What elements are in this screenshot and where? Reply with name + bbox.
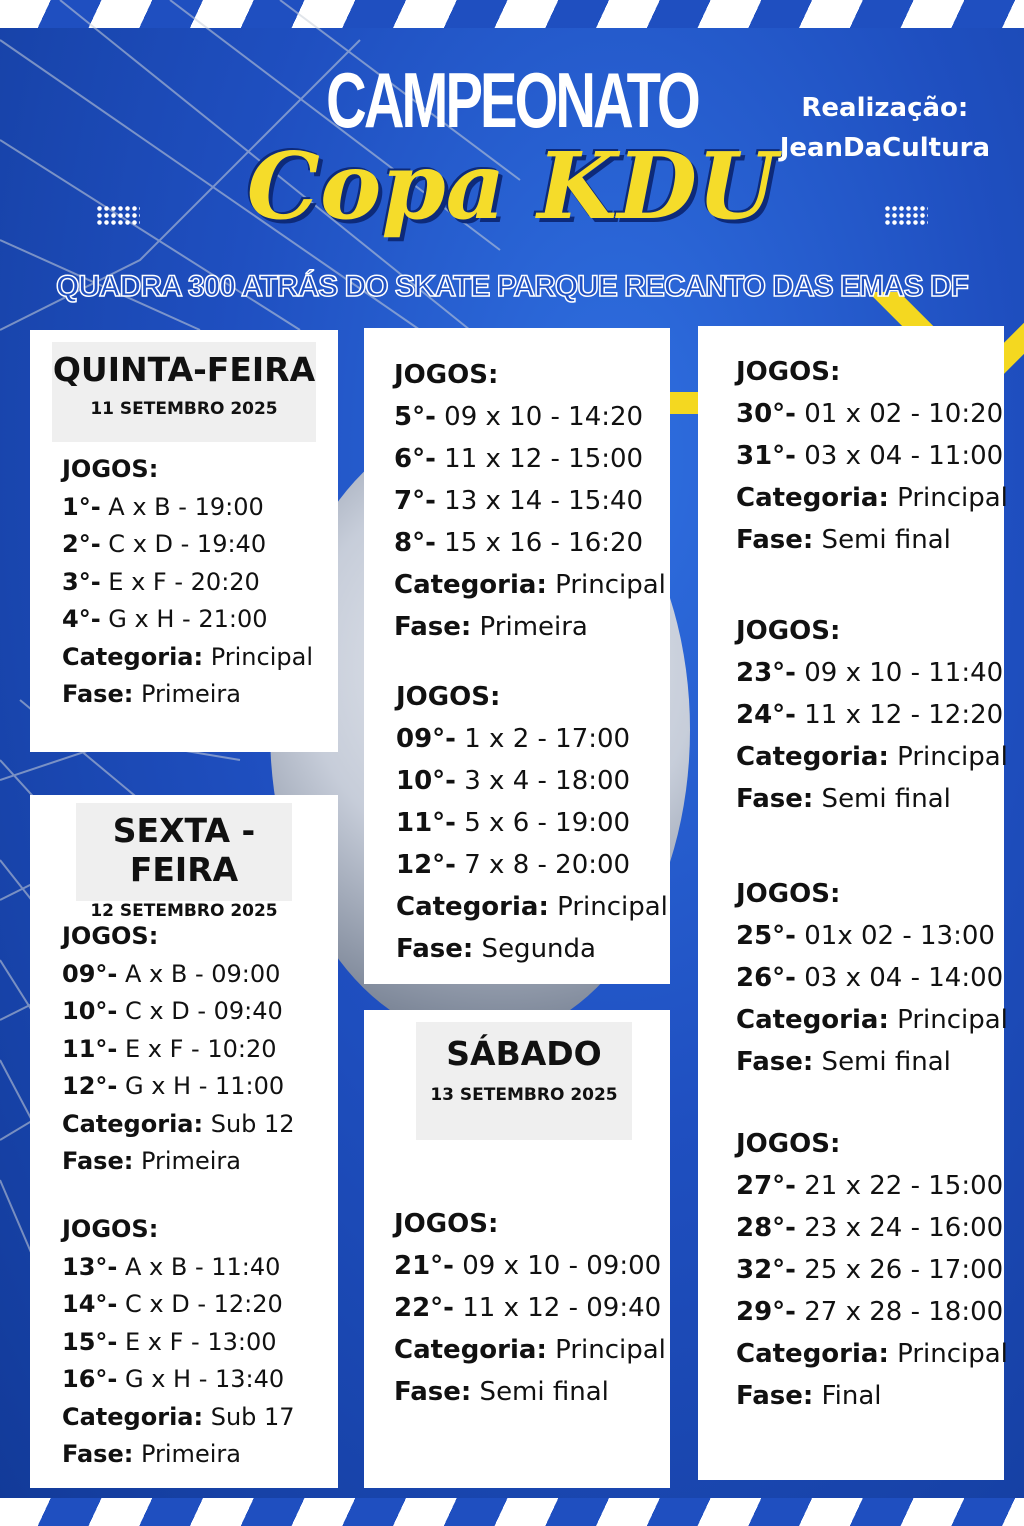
categoria-row: Categoria: Principal: [62, 642, 313, 671]
game-row: 12°- 7 x 8 - 20:00: [396, 850, 631, 880]
game-row: 11°- 5 x 6 - 19:00: [396, 808, 631, 838]
game-row: 8°- 15 x 16 - 16:20: [394, 528, 644, 558]
game-row: 12°- G x H - 11:00: [62, 1072, 285, 1100]
card-saturday-continued: [698, 326, 1008, 1480]
jogos-label: JOGOS:: [736, 879, 841, 909]
categoria-row: Categoria: Principal: [394, 570, 666, 600]
fase-row: Fase: Primeira: [394, 612, 588, 642]
game-row: 09°- A x B - 09:00: [62, 959, 281, 988]
card-saturday: [364, 1010, 670, 1488]
game-row: 23°- 09 x 10 - 11:40: [736, 658, 1004, 688]
dots-decoration-right: [884, 205, 928, 227]
games-block-right-4: [736, 1123, 1008, 1417]
fase-row: Fase: Semi final: [736, 784, 951, 814]
bottom-stripes: [0, 1498, 1024, 1526]
day-name: SEXTA - FEIRA: [112, 811, 256, 889]
game-row: 26°- 03 x 04 - 14:00: [736, 963, 1004, 993]
card-thursday: [30, 330, 338, 752]
fase-row: Fase: Semi final: [736, 525, 951, 555]
fase-row: Fase: Primeira: [62, 1440, 241, 1468]
jogos-label: JOGOS:: [62, 455, 159, 483]
games-block-saturday: [394, 1203, 666, 1413]
credit-label: Realização:: [801, 93, 969, 123]
game-row: 15°- E x F - 13:00: [62, 1327, 277, 1356]
day-date: 12 SETEMBRO 2025: [90, 901, 278, 921]
game-row: 16°- G x H - 13:40: [62, 1365, 285, 1393]
game-row: 27°- 21 x 22 - 15:00: [736, 1171, 1004, 1201]
categoria-row: Categoria: Principal: [736, 1005, 1008, 1035]
jogos-label: JOGOS:: [62, 1215, 159, 1243]
credit-name: JeanDaCultura: [779, 133, 990, 163]
game-row: 21°- 09 x 10 - 09:00: [394, 1251, 662, 1281]
day-header-saturday: [416, 1022, 632, 1140]
fase-row: Fase: Primeira: [62, 680, 241, 708]
card-friday-continued: [364, 328, 670, 984]
game-row: 10°- C x D - 09:40: [62, 997, 283, 1025]
jogos-label: JOGOS:: [736, 357, 841, 387]
categoria-row: Categoria: Sub 17: [62, 1402, 295, 1431]
game-row: 10°- 3 x 4 - 18:00: [396, 766, 631, 796]
jogos-label: JOGOS:: [396, 682, 501, 712]
game-row: 5°- 09 x 10 - 14:20: [394, 402, 644, 432]
games-block-mid-1: [394, 354, 666, 648]
categoria-row: Categoria: Principal: [396, 892, 668, 922]
game-row: 6°- 11 x 12 - 15:00: [394, 444, 644, 474]
game-row: 09°- 1 x 2 - 17:00: [396, 724, 631, 754]
game-row: 1°- A x B - 19:00: [62, 492, 264, 521]
game-row: 13°- A x B - 11:40: [62, 1252, 281, 1281]
categoria-row: Categoria: Principal: [736, 1339, 1008, 1369]
jogos-label: JOGOS:: [62, 922, 159, 950]
games-block-right-2: [736, 610, 1008, 820]
game-row: 31°- 03 x 04 - 11:00: [736, 441, 1004, 471]
game-row: 28°- 23 x 24 - 16:00: [736, 1213, 1004, 1243]
card-friday: [30, 795, 338, 1488]
jogos-label: JOGOS:: [736, 1129, 841, 1159]
day-name: QUINTA-FEIRA: [52, 350, 316, 389]
categoria-row: Categoria: Principal: [394, 1335, 666, 1365]
title-campeonato: CAMPEONATO: [326, 56, 698, 144]
title-copa-kdu: Copa KDU: [246, 132, 778, 240]
game-row: 32°- 25 x 26 - 17:00: [736, 1255, 1004, 1285]
fase-row: Fase: Semi final: [394, 1377, 609, 1407]
game-row: 30°- 01 x 02 - 10:20: [736, 399, 1004, 429]
games-block-thursday: [62, 451, 313, 714]
games-block-right-1: [736, 351, 1008, 561]
fase-row: Fase: Primeira: [62, 1147, 241, 1175]
jogos-label: JOGOS:: [394, 1209, 499, 1239]
game-row: 22°- 11 x 12 - 09:40: [394, 1293, 662, 1323]
day-header-thursday: [52, 342, 316, 442]
jogos-label: JOGOS:: [394, 360, 499, 390]
game-row: 3°- E x F - 20:20: [62, 567, 260, 596]
game-row: 25°- 01x 02 - 13:00: [736, 921, 995, 951]
game-row: 4°- G x H - 21:00: [62, 605, 268, 633]
games-block-right-3: [736, 873, 1008, 1083]
fase-row: Fase: Semi final: [736, 1047, 951, 1077]
games-block-mid-2: [396, 676, 668, 970]
games-block-friday-2: [62, 1211, 295, 1474]
credit: [780, 88, 990, 168]
fase-row: Fase: Final: [736, 1381, 882, 1411]
categoria-row: Categoria: Sub 12: [62, 1109, 295, 1138]
day-date: 13 SETEMBRO 2025: [430, 1085, 618, 1105]
categoria-row: Categoria: Principal: [736, 742, 1008, 772]
day-date: 11 SETEMBRO 2025: [90, 399, 278, 419]
day-header-friday: [76, 803, 292, 921]
game-row: 14°- C x D - 12:20: [62, 1290, 283, 1318]
game-row: 11°- E x F - 10:20: [62, 1034, 277, 1063]
location-banner: QUADRA 300 ATRÁS DO SKATE PARQUE RECANTO DAS EMAS DF: [56, 270, 968, 303]
game-row: 24°- 11 x 12 - 12:20: [736, 700, 1004, 730]
jogos-label: JOGOS:: [736, 616, 841, 646]
dots-decoration-left: [96, 205, 140, 227]
fase-row: Fase: Segunda: [396, 934, 596, 964]
game-row: 7°- 13 x 14 - 15:40: [394, 486, 644, 516]
games-block-friday-1: [62, 918, 295, 1181]
game-row: 2°- C x D - 19:40: [62, 530, 267, 558]
day-name: SÁBADO: [446, 1034, 602, 1073]
game-row: 29°- 27 x 28 - 18:00: [736, 1297, 1004, 1327]
categoria-row: Categoria: Principal: [736, 483, 1008, 513]
